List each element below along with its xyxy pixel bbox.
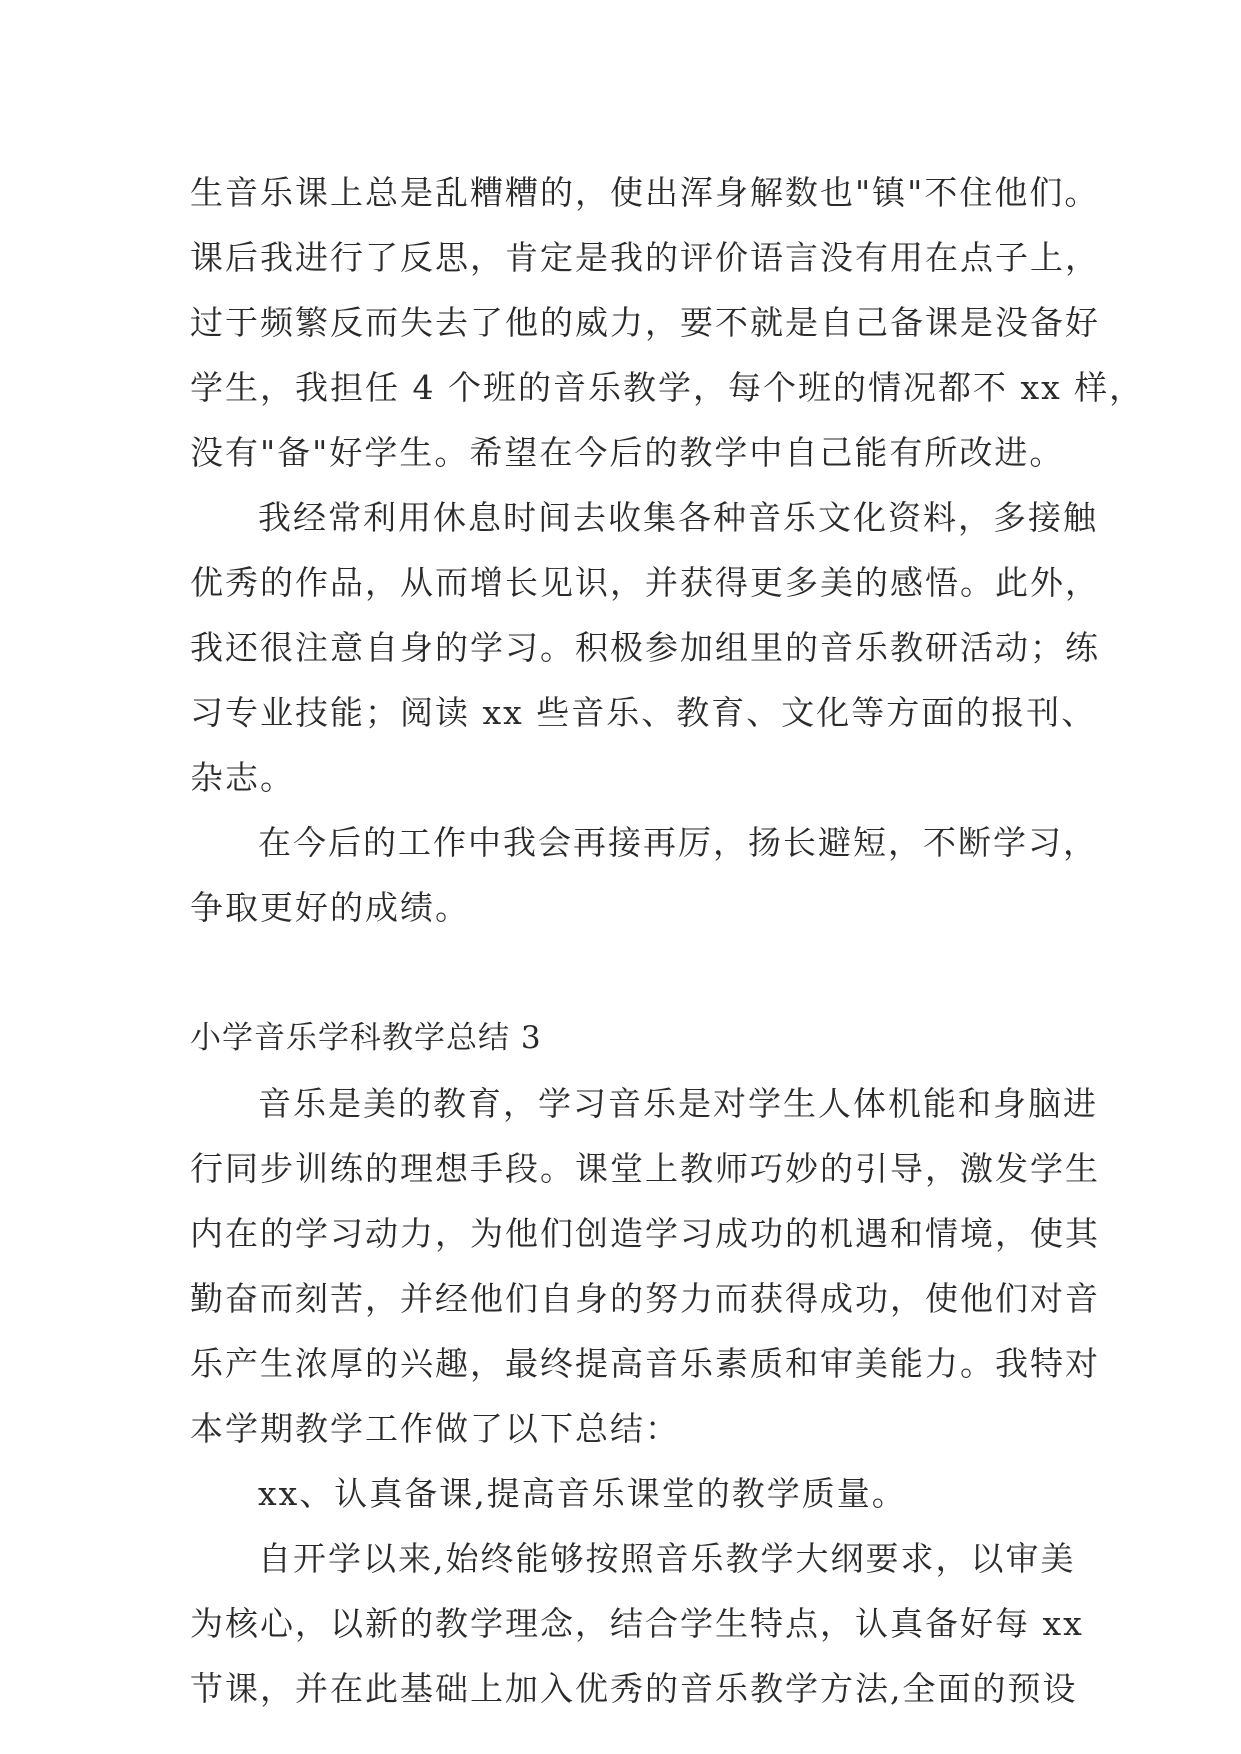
- text-line: 习专业技能；阅读 xx 些音乐、教育、文化等方面的报刊、: [190, 693, 1097, 732]
- section-spacer: [190, 940, 1070, 1006]
- text-line: 乐产生浓厚的兴趣，最终提高音乐素质和审美能力。我特对: [190, 1344, 1100, 1383]
- text-line: 内在的学习动力，为他们创造学习成功的机遇和情境，使其: [190, 1214, 1100, 1253]
- text-line: 为核心，以新的教学理念，结合学生特点，认真备好每 xx: [190, 1604, 1084, 1643]
- text-line: xx、认真备课,提高音乐课堂的教学质量。: [258, 1474, 907, 1513]
- section-heading: 小学音乐学科教学总结 3: [190, 1020, 542, 1056]
- text-line: 课后我进行了反思，肯定是我的评价语言没有用在点子上，: [190, 238, 1100, 277]
- text-line: 过于频繁反而失去了他的威力，要不就是自己备课是没备好: [190, 303, 1100, 342]
- text-line: 本学期教学工作做了以下总结：: [190, 1409, 680, 1448]
- paragraph: [190, 1461, 1070, 1526]
- text-line: 我还很注意自身的学习。积极参加组里的音乐教研活动；练: [190, 628, 1100, 667]
- text-line: 自开学以来,始终能够按照音乐教学大纲要求，以审美: [258, 1539, 1076, 1578]
- text-line: 生音乐课上总是乱糟糟的，使出浑身解数也"镇"不住他们。: [190, 173, 1100, 212]
- text-line: 争取更好的成绩。: [190, 888, 470, 927]
- paragraph: [190, 1071, 1100, 1461]
- text-line: 杂志。: [190, 758, 295, 797]
- document-body: [190, 160, 1145, 1721]
- text-line: 我经常利用休息时间去收集各种音乐文化资料，多接触: [258, 498, 1098, 537]
- text-line: 没有"备"好学生。希望在今后的教学中自己能有所改进。: [190, 433, 1065, 472]
- text-line: 优秀的作品，从而增长见识，并获得更多美的感悟。此外，: [190, 563, 1100, 602]
- text-line: 音乐是美的教育，学习音乐是对学生人体机能和身脑进: [258, 1084, 1098, 1123]
- paragraph: [190, 160, 1145, 485]
- paragraph: [190, 485, 1100, 810]
- text-line: 行同步训练的理想手段。课堂上教师巧妙的引导，激发学生: [190, 1149, 1100, 1188]
- text-line: 学生，我担任 4 个班的音乐教学，每个班的情况都不 xx 样，: [190, 368, 1145, 407]
- paragraph: [190, 1526, 1084, 1721]
- paragraph: [190, 810, 1098, 940]
- text-line: 勤奋而刻苦，并经他们自身的努力而获得成功，使他们对音: [190, 1279, 1100, 1318]
- text-line: 在今后的工作中我会再接再厉，扬长避短，不断学习，: [258, 823, 1098, 862]
- text-line: 节课，并在此基础上加入优秀的音乐教学方法,全面的预设: [190, 1669, 1078, 1708]
